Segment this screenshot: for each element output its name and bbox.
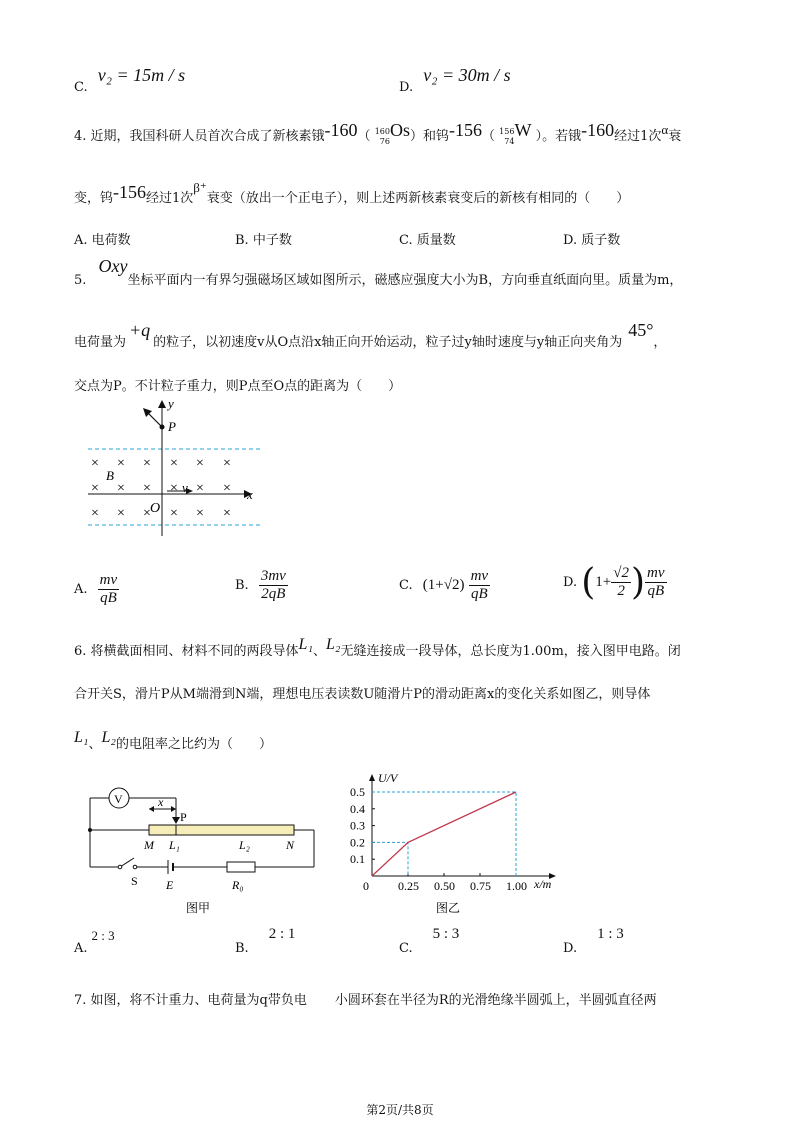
m-label: M: [144, 838, 154, 852]
slider-arrow: [172, 817, 180, 824]
guide-line: [372, 792, 516, 876]
x-tick-label: 1.00: [506, 879, 527, 893]
field-cross-mark: ×: [196, 506, 204, 521]
v-label: v: [182, 480, 188, 495]
field-cross-mark: ×: [117, 456, 125, 471]
field-cross-mark: ×: [143, 506, 151, 521]
y-tick-label: 0.3: [350, 818, 365, 833]
beta-plus-symbol: β⁺: [193, 180, 207, 195]
circuit-diagram: [82, 782, 332, 917]
data-series-line: [372, 792, 516, 876]
s-label: S: [131, 874, 138, 888]
fraction: $\frac{mv}{qB}$: [99, 572, 118, 606]
q6-line1: 6. 将横截面相同、材料不同的两段导体L₁、L₂无缝连接成一段导体，总长度为1.00m，接入图甲电路。闭: [74, 636, 681, 659]
p-label: P: [168, 419, 176, 434]
q5-line3: 交点为P。不计粒子重力，则P点至O点的距离为（ ）: [74, 379, 402, 394]
field-cross-mark: ×: [117, 506, 125, 521]
coefficient: 1+: [595, 574, 612, 590]
q6-option-a: A.2 : 3: [74, 928, 115, 956]
fraction: $\frac{3mv}{2qB}$: [260, 568, 286, 602]
graph-guides: [372, 792, 516, 876]
field-cross-mark: ×: [170, 481, 178, 496]
x-tick-label: 0: [363, 879, 369, 893]
graph-ticks: [350, 785, 527, 893]
field-cross-mark: ×: [117, 481, 125, 496]
x-tick-label: 0.75: [470, 879, 491, 893]
r0-label: R₀: [232, 878, 244, 892]
y-axis-arrow: [158, 400, 166, 408]
fraction: $\frac{mv}{qB}$: [470, 568, 489, 602]
angle-label: 45°: [628, 320, 654, 340]
field-cross-marks: [91, 456, 231, 521]
option-expr: v₂ = 30m / s: [423, 65, 511, 85]
nuclide-mass: -160: [324, 120, 358, 140]
q5-option-c: C. (1+√2) $\frac{mv}{qB}$: [399, 568, 489, 602]
field-cross-mark: ×: [91, 456, 99, 471]
q3-option-d: [399, 65, 511, 96]
oxy-label: Oxy: [98, 256, 128, 276]
b-label: B: [106, 468, 114, 483]
fraction: $\frac{mv}{qB}$: [647, 565, 665, 599]
field-cross-mark: ×: [170, 456, 178, 471]
field-cross-mark: ×: [143, 456, 151, 471]
field-cross-mark: ×: [91, 506, 99, 521]
graph-axes: [369, 774, 556, 879]
o-label: O: [150, 501, 161, 516]
q7-line1: 7. 如图，将不计重力、电荷量为q带负电 小圆环套在半径为R的光滑绝缘半圆弧上，半圆弧直径两: [74, 993, 657, 1008]
resistor-r0: [227, 862, 255, 872]
w-isotope-index: 156 74: [499, 126, 515, 146]
y-axis-label: U/V: [378, 771, 398, 785]
option-expr: v₂ = 15m / s: [97, 65, 186, 85]
field-cross-mark: ×: [170, 506, 178, 521]
option-letter: D.: [399, 80, 414, 95]
field-cross-mark: ×: [196, 456, 204, 471]
field-cross-mark: ×: [196, 481, 204, 496]
q5-option-b: B. $\frac{3mv}{2qB}$: [235, 568, 286, 602]
os-isotope-index: 160 76: [374, 126, 390, 146]
l1-label: L₁: [169, 838, 180, 852]
y-tick-label: 0.4: [350, 801, 365, 816]
charge-label: +q: [129, 320, 151, 340]
y-tick-label: 0.2: [350, 835, 365, 850]
conductor-l2: [176, 825, 294, 835]
page-number: 第2页/共8页: [366, 1103, 434, 1117]
circuit-caption: 图甲: [186, 901, 211, 915]
q5-line2: 电荷量为+q的粒子，以初速度v从O点沿x轴正向开始运动，粒子过y轴时速度与y轴正向夹角为45°，: [74, 320, 667, 350]
nuclide-mass: -156: [449, 120, 483, 140]
inner-fraction: $\frac{√2}{2}$: [613, 565, 629, 599]
q6-option-c: C.5 : 3: [399, 926, 460, 956]
field-cross-mark: ×: [223, 456, 231, 471]
field-cross-mark: ×: [143, 481, 151, 496]
q3-option-c: [74, 65, 186, 96]
n-label: N: [286, 838, 295, 852]
coefficient: (1+√2): [422, 577, 465, 593]
option-letter: C.: [74, 80, 88, 95]
e-label: E: [166, 878, 174, 892]
q4-option-b: B. 中子数: [235, 233, 292, 248]
x-tick-label: 0.25: [398, 879, 419, 893]
q5-option-a: A. $\frac{mv}{qB}$: [74, 572, 118, 606]
field-cross-mark: ×: [223, 506, 231, 521]
q4-option-d: D. 质子数: [563, 233, 621, 248]
graph-caption: 图乙: [436, 901, 461, 915]
field-cross-mark: ×: [223, 481, 231, 496]
x-tick-label: 0.50: [434, 879, 455, 893]
y-tick-label: 0.1: [350, 852, 365, 867]
alpha-symbol: α: [661, 122, 669, 137]
q6-line2: 合开关S，滑片P从M端滑到N端，理想电压表读数U随滑片P的滑动距离x的变化关系如图乙，则导体: [74, 687, 651, 702]
text-run: 4. 近期，我国科研人员首次合成了新核素锇: [74, 129, 325, 144]
voltage-graph: [340, 766, 570, 921]
point-p: [160, 425, 165, 430]
q4-line1: 4. 近期，我国科研人员首次合成了新核素锇-160（ 160 76 Os）和钨-156（ 156 74 W ）。若锇-160经过1次α衰: [74, 120, 682, 146]
y-axis-arrow: [369, 774, 375, 781]
q4-option-a: A. 电荷数: [74, 233, 131, 248]
x-label: x: [247, 487, 253, 502]
q6-option-b: B.2 : 1: [235, 926, 296, 956]
q6-option-d: D.1 : 3: [563, 926, 624, 956]
x-axis-label: x/m: [534, 877, 552, 891]
l2-label: L₂: [326, 636, 341, 653]
q5-line1: 5. Oxy坐标平面内一有界匀强磁场区域如图所示，磁感应强度大小为B，方向垂直纸面向里。质量为m，: [74, 256, 683, 288]
os-symbol: Os: [389, 120, 410, 140]
field-cross-mark: ×: [91, 481, 99, 496]
voltmeter-label: V: [114, 792, 123, 806]
q4-option-c: C. 质量数: [399, 233, 456, 248]
q6-line3: L₁、L₂的电阻率之比约为（ ）: [74, 729, 272, 752]
q4-line2: 变，钨-156经过1次β⁺衰变（放出一个正电子），则上述两新核素衰变后的新核有相同的（ ）: [74, 180, 630, 206]
q5-option-d: D. (1+ $\frac{√2}{2}$ ) $\frac{mv}{qB}$: [563, 562, 665, 603]
w-symbol: W: [514, 120, 532, 140]
y-label: y: [168, 398, 174, 411]
x-label: x: [158, 795, 164, 809]
l2-label: L₂: [239, 838, 250, 852]
l1-label: L₁: [298, 636, 314, 653]
y-tick-label: 0.5: [350, 785, 365, 799]
p-label: P: [180, 810, 187, 824]
magnetic-field-figure: [80, 398, 270, 538]
switch-s: [120, 858, 134, 867]
conductor-l1: [149, 825, 176, 835]
